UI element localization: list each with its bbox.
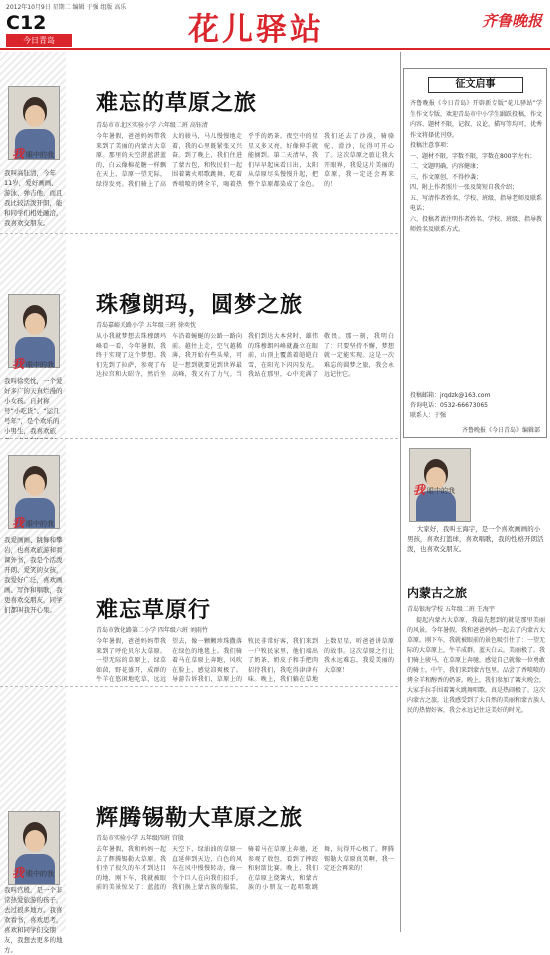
article [0, 687, 398, 954]
article-title: 内蒙古之旅 [407, 586, 468, 600]
author-intro: 我叫高钰清，今年11岁，爱好画画、游泳、弹吉他，而且我比较活泼开朗，能和同学们相处融洽，我喜欢交朋友。 [4, 169, 63, 227]
article-byline: 青岛银海学校 五年级二班 王海宇 [407, 606, 495, 613]
rule-item: 二、文题明确，内容健康； [410, 163, 483, 170]
article-title: 难忘草原行 [96, 598, 212, 623]
badge-mark: 我 [12, 147, 25, 161]
article-byline: 青岛市市北区实验小学 六年级二班 高钰清 [96, 122, 208, 129]
article-title: 辉腾锡勒大草原之旅 [96, 806, 304, 831]
article-body: 从小我就梦想去珠穆朗玛峰看一看，今年暑假，我终于实现了这个梦想。我们先到了拉萨，参观了布达拉宫和大昭寺，然后坐车沿着蜿蜒的公路一路向前。越往上走，空气越稀薄，我开始有些头晕，可是一想到就要见到世界最高峰，我又有了力气。当我们到达大本营时，雄伟的珠穆朗玛峰就矗立在眼前，山顶上覆盖着皑皑白雪，在阳光下闪闪发光。我站在那里，心中充满了敬畏。那一刻，我明白了：只要坚持不懈，梦想就一定能实现。这是一次难忘的圆梦之旅，我会永远记住它。 [96, 333, 394, 379]
author-intro: 我爱画画、跳舞和攀岩，也喜欢旅游和看课外书，我是个活泼开朗、爱笑的女孩，我爱好广泛，喜欢画画、写作和唱歌，我更喜欢交朋友，同学们都叫我开心果。 [4, 536, 63, 614]
notice-title: 征文启事 [428, 77, 523, 93]
badge-text: 眼中的我 [26, 520, 54, 528]
newspaper-logo: 齐鲁晚报 [481, 12, 542, 30]
badge-mark: 我 [12, 357, 25, 371]
eye-badge [413, 484, 473, 498]
rule-item: 六、投稿者请注明作者姓名、学校、班级、指导教师姓名及联系方式。 [410, 215, 543, 233]
article [0, 234, 398, 439]
header-divider [0, 48, 550, 50]
author-intro: 我叫徐奕忱，一个爱好多广的天真烂漫的小女孩。自封称号“小吃货”。“运几号年”，是个欢乐的小男生，我喜欢旅 [4, 377, 63, 435]
notice-body [410, 99, 542, 236]
rule-item: 四、附上作者照片一张及简短自我介绍； [410, 184, 519, 191]
page-header [0, 0, 550, 52]
article-title: 难忘的草原之旅 [96, 91, 258, 116]
page-number: C12 [6, 12, 47, 34]
article [0, 52, 398, 234]
issue-meta: 2012年10月9日 星期二 编辑 于强 组版 高乐 [6, 4, 127, 11]
eye-badge [12, 148, 72, 162]
article-byline: 青岛嘉峪关路小学 五年级三班 徐奕忱 [96, 322, 196, 329]
author-intro: 我叫宫殷，是一个非常热爱旅游的孩子，去过很多地方。我喜欢看书，喜欢思考，喜欢和同学们交朋友，我想去更多的地方。 [4, 886, 63, 954]
article [0, 439, 398, 687]
call-for-papers-box [403, 68, 547, 438]
badge-text: 眼中的我 [26, 151, 54, 159]
eye-badge [12, 517, 72, 531]
article-body: 今年暑假，爸爸妈妈带我来到了美丽的内蒙古大草原。那里的天空湛蓝湛蓝的，白云像棉花糖一样飘在天上，草原一望无际，绿得发亮。我们骑上了高大的骏马，马儿慢慢地走着，我的心里既紧张又兴奋。到了晚上，我们住进了蒙古包，和牧民们一起围着篝火唱歌跳舞，吃着香喷喷的烤全羊，喝着热乎乎的奶茶。夜空中的星星又多又亮，好像伸手就能摘到。第二天清早，我们早早起床看日出，太阳从草原尽头慢慢升起，把整个草原都染成了金色。我们还去了沙漠，骑骆驼、滑沙，玩得可开心了。这次草原之旅让我大开眼界，我爱这片美丽的草原，我一定还会再来的！ [96, 133, 394, 188]
rules-title: 投稿注意事项： [410, 142, 453, 149]
section-label: 今日青岛 [6, 34, 72, 47]
badge-mark: 我 [12, 866, 25, 880]
badge-text: 眼中的我 [427, 487, 455, 495]
sidebar-column [403, 52, 548, 932]
rule-item: 五、写清作者姓名、学校、班级、指导老师及联系电话； [410, 194, 543, 212]
article-title: 珠穆朗玛，圆梦之旅 [96, 293, 304, 318]
article-byline: 青岛市敦化路第二小学 四年级六班 刘雨竹 [96, 627, 208, 634]
article-body: 今年暑假，爸爸妈妈带我来到了呼伦贝尔大草原。一望无际的草原上，绿草如茵，野花盛开，成群的牛羊在悠闲地吃草，远远望去，像一颗颗珍珠撒落在绿色的地毯上。我们骑着马在草原上奔跑，风吹在脸上，感觉凉爽极了。导游告诉我们，草原上的牧民非常好客，我们来到一户牧民家里，他们端出了奶茶、奶皮子和手把肉招待我们，我吃得津津有味。晚上，我们躺在草地上数星星，听爸爸讲草原的故事。这次草原之行让我永远难忘，我爱美丽的大草原！ [96, 638, 394, 684]
section-title: 花儿驿站 [188, 12, 324, 48]
rule-item: 一、题材不限，字数不限，字数在800字左右； [410, 152, 536, 160]
notice-signature: 齐鲁晚报《今日青岛》编辑部 [461, 427, 540, 434]
badge-mark: 我 [413, 483, 426, 497]
author-intro: 大家好，我叫王海宇，是一个喜欢画画的小男孩，喜欢打篮球，喜欢唱歌，我的性格开朗活泼，也喜欢交朋友。 [407, 525, 544, 553]
badge-mark: 我 [12, 516, 25, 530]
badge-text: 眼中的我 [26, 870, 54, 878]
articles-column [0, 52, 398, 954]
article-body: 提起内蒙古大草原，我最先想到的就是那里美丽的风景。今年暑假，我和爸爸妈妈一起去了内蒙古大草原。刚下车，我就被眼前的景色吸引住了：一望无际的大草原上，牛羊成群，蓝天白云，美丽极了。我们骑上骏马，在草原上奔驰，感觉自己就像一位勇敢的骑士。中午，我们来到蒙古包里，品尝了香喷喷的烤全羊和醇香的奶茶。晚上，我们参加了篝火晚会，大家手拉手围着篝火跳舞唱歌，真是热闹极了。这次内蒙古之旅，让我感受到了大自然的美丽和蒙古族人民的热情好客，我会永远记住这美好的时光。 [407, 617, 545, 714]
article-byline: 青岛市实验小学 五年级四班 宫殷 [96, 835, 184, 842]
column-divider [400, 52, 401, 932]
notice-intro: 齐鲁晚报《今日青岛》开辟新专版“花儿驿站”学生作文专版，欢迎青岛市中小学生踊跃投稿，作文内容、题材不限，记叙、议论、描写等均可，优秀作文将择优刊登。 [410, 100, 543, 139]
article-body: 去年暑假，我和妈妈一起去了辉腾锡勒大草原。我们坐了很久的车才到达目的地，刚下车，我就被眼前的美景惊呆了：蓝蓝的天空下，绿油油的草原一直延伸到天边，白色的风车在风中慢慢转动，像一个个巨人在向我们招手。我们换上蒙古族的服装，骑着马在草原上奔驰，还参观了敖包，看到了摔跤和射箭比赛。晚上，我们在草原上烧篝火，和蒙古族的小朋友一起唱歌跳舞，玩得开心极了。辉腾锡勒大草原真美啊，我一定还会再来的！ [96, 846, 394, 892]
eye-badge [12, 867, 72, 881]
eye-badge [12, 358, 72, 372]
rule-item: 三、作文原创，不得抄袭； [410, 173, 483, 181]
badge-text: 眼中的我 [26, 361, 54, 369]
contact-info: 投稿邮箱：jrqdzk@163.com 咨询电话：0532-66673065 联系人：于强 [410, 392, 491, 419]
